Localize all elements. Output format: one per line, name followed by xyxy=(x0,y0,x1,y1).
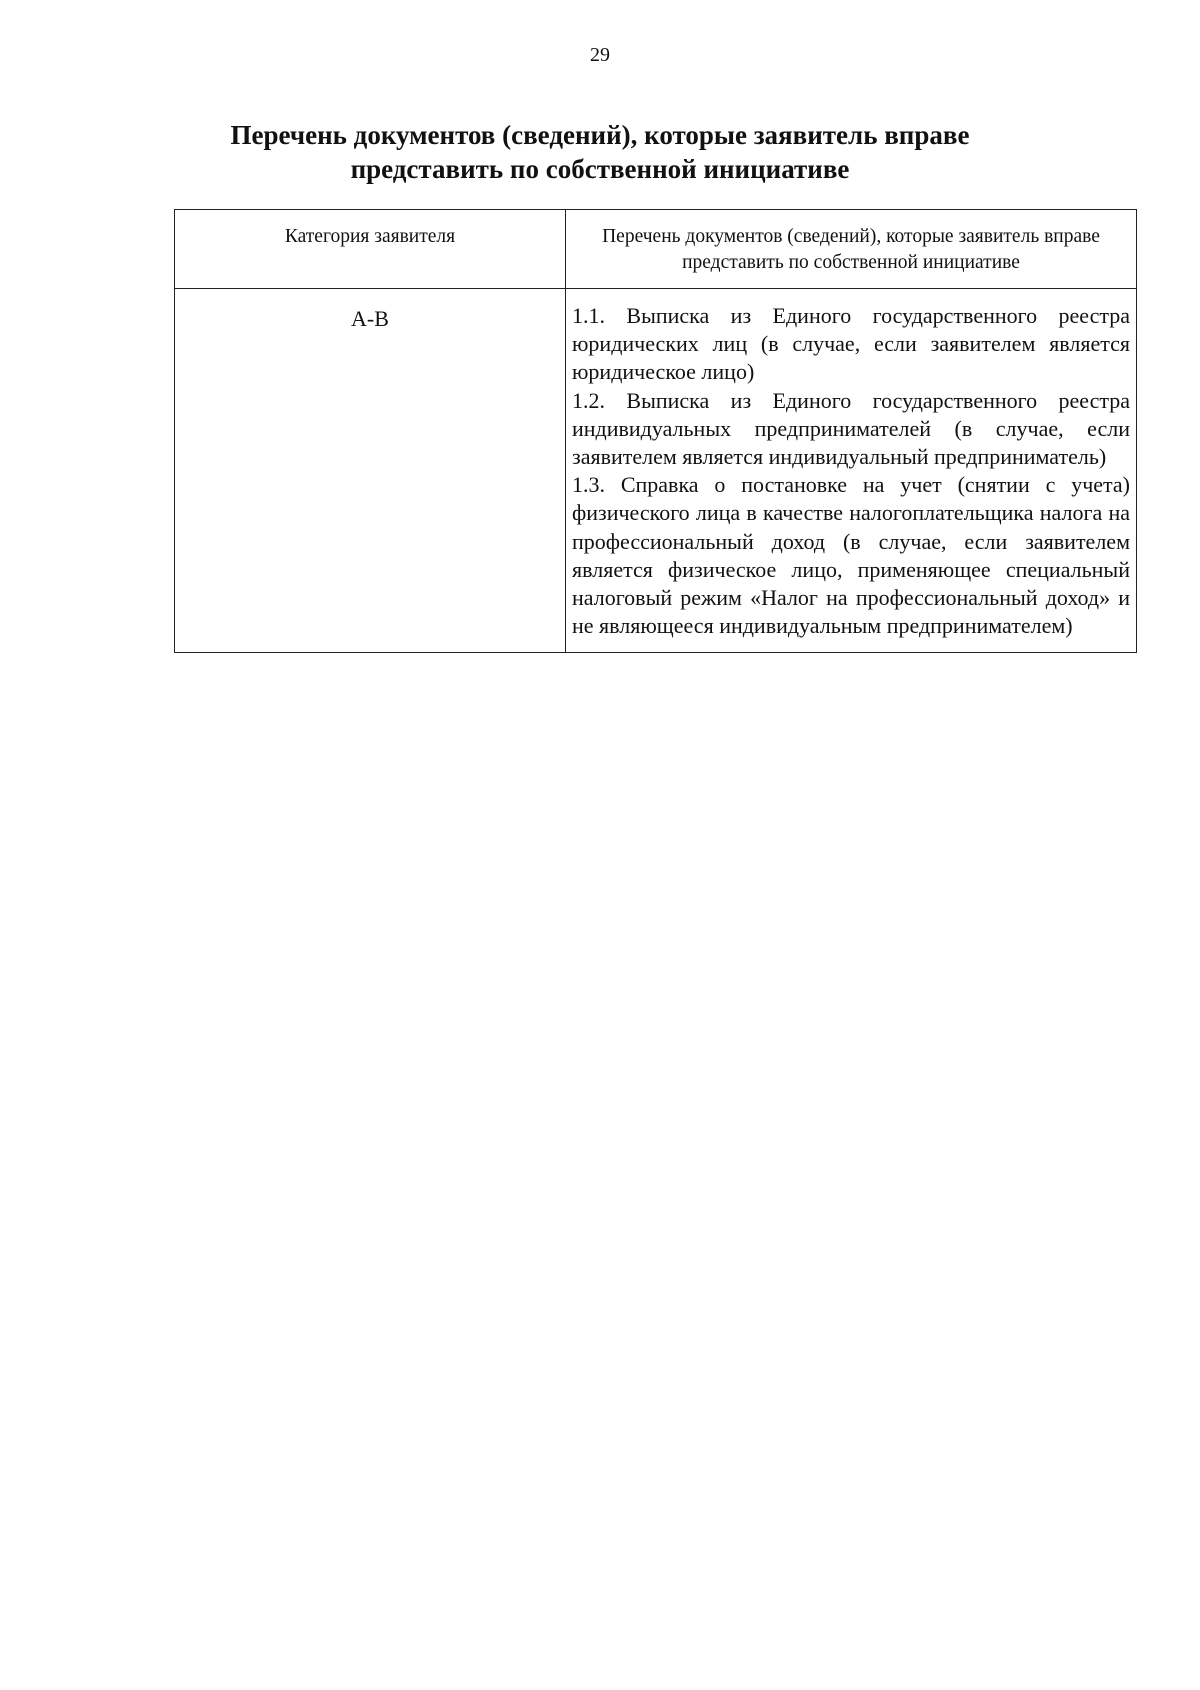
header-category: Категория заявителя xyxy=(175,210,566,289)
document-title: Перечень документов (сведений), которые заявитель вправе представить по собственной инициативе xyxy=(230,120,970,184)
document-item-1-3: 1.3. Справка о постановке на учет (снятии с учета) физического лица в качестве налогоплательщика налога на профессиональный доход (в случае, если заявителем является физическое лицо, применяющее специальный налоговый режим «Налог на профессиональный доход» и не являющееся индивидуальным предпринимателем) xyxy=(572,472,1130,639)
document-item-1-1: 1.1. Выписка из Единого государственного реестра юридических лиц (в случае, если заявителем является юридическое лицо) xyxy=(572,303,1130,385)
documents-cell xyxy=(566,289,1137,653)
page-number: 29 xyxy=(590,44,610,66)
table-row xyxy=(175,289,1137,653)
category-cell: А-В xyxy=(175,289,566,653)
documents-table xyxy=(174,209,1137,653)
table-header-row xyxy=(175,210,1137,289)
header-documents: Перечень документов (сведений), которые заявитель вправе представить по собственной инициативе xyxy=(566,210,1137,289)
document-item-1-2: 1.2. Выписка из Единого государственного реестра индивидуальных предпринимателей (в случае, если заявителем является индивидуальный предприниматель) xyxy=(572,387,1130,470)
